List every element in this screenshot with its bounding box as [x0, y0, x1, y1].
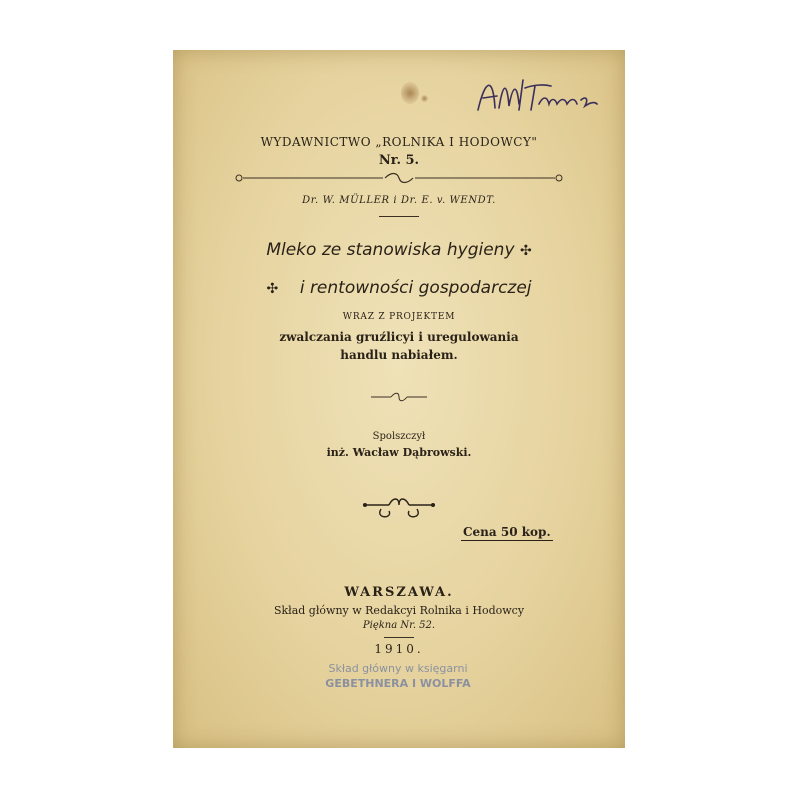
translator-name: inż. Wacław Dąbrowski. — [326, 446, 472, 459]
title-line-2 — [173, 278, 625, 298]
subtitle-line-2: handlu nabiałem. — [340, 348, 458, 362]
subtitle-line-1: zwalczania gruźlicyi i uregulowania — [279, 330, 519, 344]
ornament-star-icon: ✣ — [519, 243, 532, 259]
ornament-star-icon: ✣ — [266, 281, 279, 297]
bookshop-stamp-line-2: GEBETHNERA I WOLFFA — [325, 677, 471, 690]
address: Piękna Nr. 52. — [362, 620, 436, 631]
header-ornament-rule — [233, 172, 565, 184]
publisher: Skład główny w Redakcyi Rolnika i Hodowcy — [273, 604, 525, 617]
divider — [379, 216, 419, 217]
flourish-ornament-icon — [359, 495, 439, 521]
bookshop-stamp-line-1: Skład główny w księgarni — [328, 662, 468, 675]
title-line-1 — [173, 240, 625, 260]
subtitle-intro: WRAZ Z PROJEKTEM — [342, 312, 456, 322]
authors: Dr. W. MÜLLER i Dr. E. v. WENDT. — [302, 195, 496, 206]
series-number: Nr. 5. — [378, 153, 420, 168]
book-cover — [173, 50, 625, 748]
title-text-2: i rentowności gospodarczej — [299, 278, 532, 298]
series-title: WYDAWNICTWO „ROLNIKA I HODOWCY" — [260, 135, 538, 149]
year: 1910. — [374, 642, 424, 656]
handwritten-signature — [473, 70, 603, 120]
price-label: Cena 50 kop. — [463, 525, 551, 539]
city: WARSZAWA. — [344, 585, 454, 600]
title-text-1: Mleko ze stanowiska hygieny — [266, 240, 515, 260]
small-ornament-icon — [369, 392, 429, 402]
translator-label: Spolszczył — [372, 431, 426, 442]
divider — [384, 637, 414, 638]
stain-mark-small — [421, 95, 428, 102]
stain-mark — [401, 82, 419, 104]
